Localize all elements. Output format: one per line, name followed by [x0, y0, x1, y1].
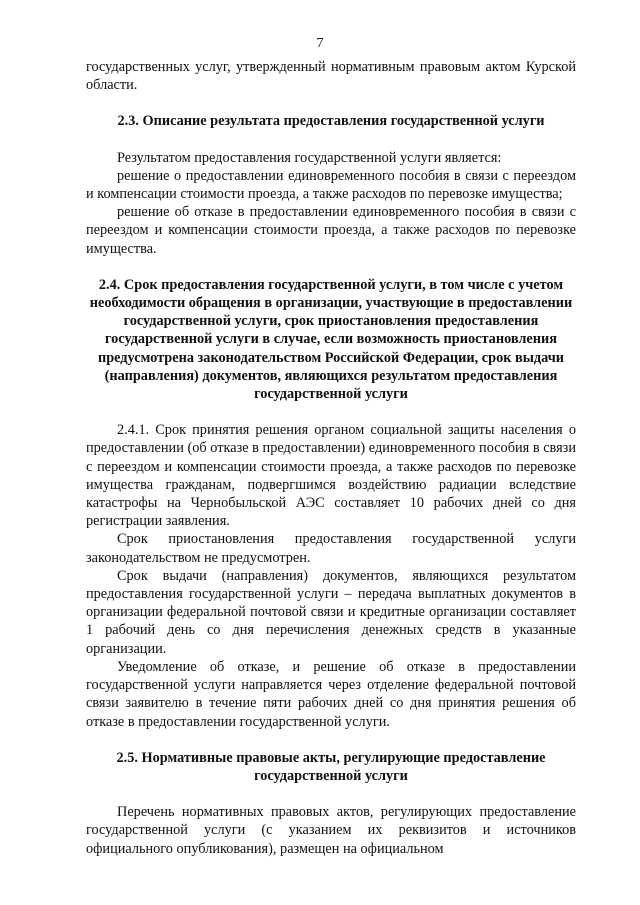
page-body — [86, 58, 576, 858]
paragraph-result-intro: Результатом предоставления государственной услуги является: — [117, 149, 502, 166]
paragraph-suspension-term: Срок приостановления предоставления государственной услуги законодательством не предусмотрен. — [86, 531, 576, 566]
paragraph-legal-acts-list: Перечень нормативных правовых актов, регулирующих предоставление государственной услуги (с указанием их реквизитов и источников официального опубликования), размещен на официальном — [86, 804, 576, 857]
section-heading-2-5: 2.5. Нормативные правовые акты, регулирующие предоставление государственной услуги — [116, 749, 546, 784]
section-heading-2-3: 2.3. Описание результата предоставления государственной услуги — [117, 113, 545, 130]
paragraph-result-refusal: решение об отказе в предоставлении единовременного пособия в связи с переездом и компенсации стоимости проезда, а также расходов по перевозке имущества. — [86, 204, 576, 257]
paragraph-refusal-notice: Уведомление об отказе, и решение об отказе в предоставлении государственной услуги направляется через отделение федеральной почтовой связи заявителю в течение пяти рабочих дней со дня принятия решения об отказе в предоставлении государственной услуги. — [86, 658, 576, 730]
paragraph-2-4-1: 2.4.1. Срок принятия решения органом социальной защиты населения о предоставлении (об отказе в предоставлении) единовременного пособия в связи с переездом и компенсации стоимости проезда, а также расходов по перевозке имущества гражданам, подвергшимся воздействию радиации вследствие катастрофы на Чернобыльской АЭС составляет 10 рабочих дней со дня регистрации заявления. — [86, 422, 576, 530]
section-heading-2-4: 2.4. Срок предоставления государственной услуги, в том числе с учетом необходимости обращения в организации, участвующие в предоставлении государственной услуги, срок приостановления предоставления государственной услуги в случае, если возможность приостановления предусмотрена законодательством Российской Федерации, срок выдачи (направления) документов, являющихся результатом предоставления государственной услуги — [89, 276, 573, 403]
paragraph-result-grant: решение о предоставлении единовременного пособия в связи с переездом и компенсации стоимости проезда, а также расходов по перевозке имущества; — [86, 167, 576, 203]
page-number: 7 — [316, 36, 324, 51]
paragraph-issuance-term: Срок выдачи (направления) документов, являющихся результатом предоставления государственной услуги – передача выплатных документов в организации федеральной почтовой связи и кредитные организации составляет 1 рабочий день со дня перечисления денежных средств в указанные организации. — [86, 567, 576, 657]
continuation-paragraph: государственных услуг, утвержденный нормативным правовым актом Курской области. — [86, 59, 576, 94]
